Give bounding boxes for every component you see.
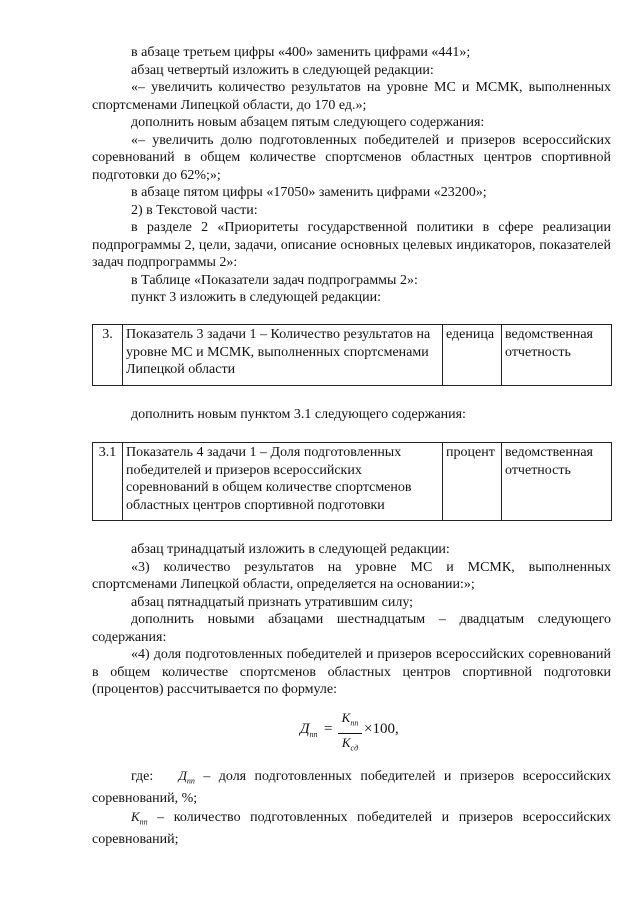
paragraph: 2) в Текстовой части: xyxy=(131,202,258,218)
item-number: 3.1 xyxy=(93,443,123,521)
paragraph: абзац тринадцатый изложить в следующей редакции: xyxy=(131,542,450,557)
indicator-name: Показатель 3 задачи 1 – Количество результатов на уровне МС и МСМК, выполненных спортсменами Липецкой области xyxy=(123,325,443,386)
symbol: $К_{пп}$ xyxy=(131,808,148,827)
amendment-text-top xyxy=(92,44,611,307)
data-source: ведомственная отчетность xyxy=(502,325,612,386)
paragraph: в абзаце пятом цифры «17050» заменить цифрами «23200»; xyxy=(131,185,487,200)
paragraph: дополнить новым пунктом 3.1 следующего содержания: xyxy=(131,407,466,422)
formula-lhs: $Д_{пп}$ xyxy=(300,721,318,739)
unit-of-measure: еденица xyxy=(443,325,502,386)
table-row xyxy=(93,443,612,521)
definition-line: $К_{пп}$ – количество подготовленных победителей и призеров всероссийских соревнований; xyxy=(92,808,611,847)
paragraph: абзац четвертый изложить в следующей редакции: xyxy=(131,62,434,78)
paragraph: «3) количество результатов на уровне МС и МСМК, выполненных спортсменами Липецкой области, определяется на основании:»; xyxy=(92,559,611,592)
symbol: $Д_{пп}$ xyxy=(178,768,195,786)
definition-line: где: $Д_{пп}$ – доля подготовленных победителей и призеров всероссийских соревнований, %; xyxy=(92,768,611,807)
formula-equals: = xyxy=(324,721,333,737)
paragraph: «– увеличить количество результатов на уровне МС и МСМК, выполненных спортсменами Липецкой области, до 170 ед.»; xyxy=(92,80,611,113)
where-definitions xyxy=(92,767,611,848)
amendment-text-bottom xyxy=(92,541,611,699)
formula-numerator: $К_{пп}$ xyxy=(341,710,359,728)
between-tables-text xyxy=(92,406,611,424)
formula-fraction xyxy=(338,711,362,755)
formula-multiplier: ×100, xyxy=(364,721,399,737)
paragraph: дополнить новым абзацем пятым следующего содержания: xyxy=(131,115,485,130)
formula-denominator: $К_{сд}$ xyxy=(341,734,359,753)
data-source: ведомственная отчетность xyxy=(502,443,612,521)
fraction-bar xyxy=(338,733,362,734)
table-row xyxy=(93,325,612,386)
indicator-table-item-3 xyxy=(92,324,612,386)
paragraph: в абзаце третьем цифры «400» заменить цифрами «441»; xyxy=(131,45,471,60)
indicator-table-item-3-1 xyxy=(92,442,612,521)
paragraph: абзац пятнадцатый признать утратившим силу; xyxy=(131,594,414,610)
item-number: 3. xyxy=(93,325,123,386)
paragraph: пункт 3 изложить в следующей редакции: xyxy=(131,290,381,305)
paragraph: дополнить новыми абзацами шестнадцатым – двадцатым следующего содержания: xyxy=(92,612,611,645)
paragraph: «– увеличить долю подготовленных победителей и призеров всероссийских соревнований в общем количестве спортсменов областных центров спортивной подготовки до 62%;»; xyxy=(92,132,611,183)
indicator-name: Показатель 4 задачи 1 – Доля подготовленных победителей и призеров всероссийских соревнований в общем количестве спортсменов областных центров спортивной подготовки xyxy=(123,443,443,521)
formula xyxy=(300,710,430,753)
paragraph: в разделе 2 «Приоритеты государственной политики в сфере реализации подпрограммы 2, цели, задачи, описание основных целевых индикаторов, показателей задач подпрограммы 2»: xyxy=(92,220,611,270)
unit-of-measure: процент xyxy=(443,443,502,521)
paragraph: в Таблице «Показатели задач подпрограммы 2»: xyxy=(131,272,418,288)
paragraph: «4) доля подготовленных победителей и призеров всероссийских соревнований в общем количестве спортсменов областных центров спортивной подготовки (процентов) рассчитывается по формуле: xyxy=(92,647,611,697)
